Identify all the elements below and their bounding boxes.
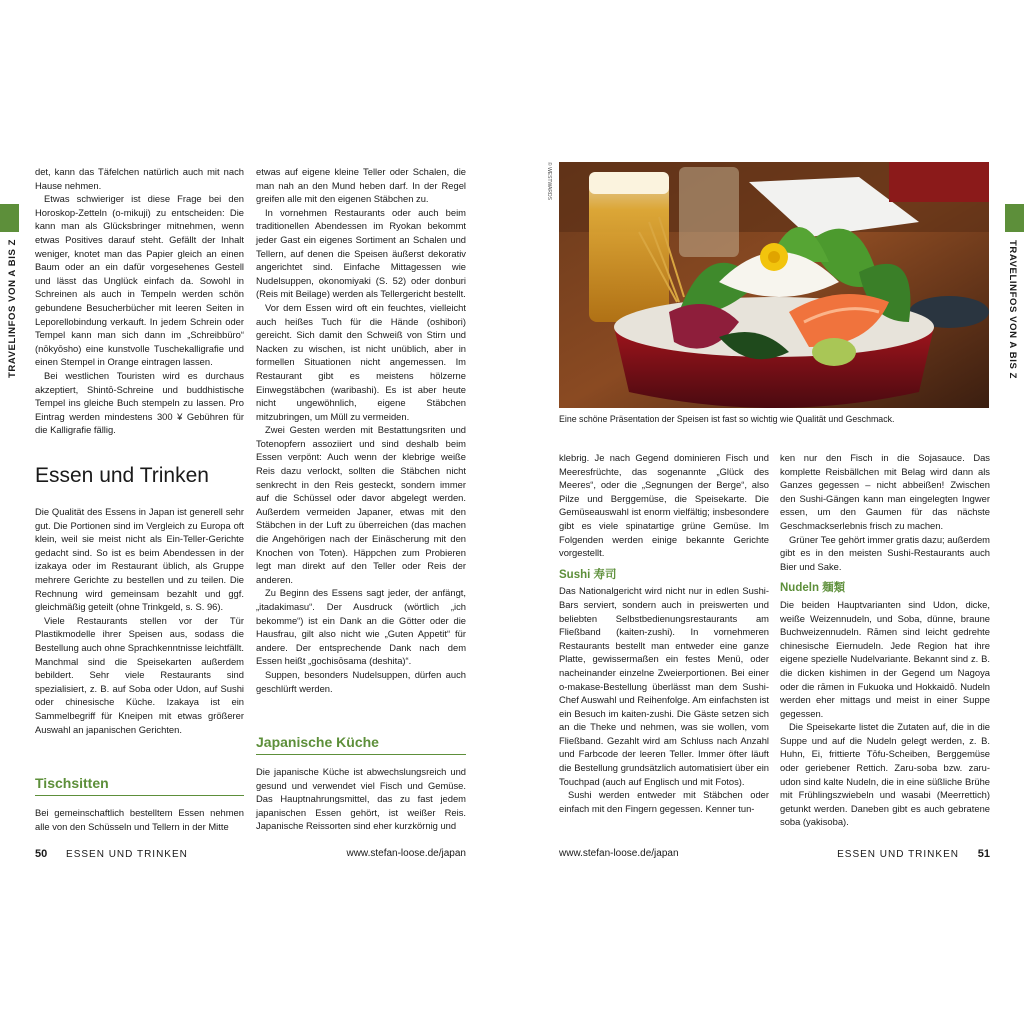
subheading-japanische-kueche: Japanische Küche [256,734,379,750]
photo-credit: © WESTWARDS [546,162,552,200]
paragraph: Grüner Tee gehört immer gratis dazu; außerdem gibt es in den meisten Sushi-Restaurants auch Bier und Sake. [780,533,990,572]
website-url: www.stefan-loose.de/japan [559,848,679,859]
paragraph: Die Qualität des Essens in Japan ist generell sehr gut. Die Portionen sind im Vergleich zu Europa oft klein, weil sie meist nicht als Ein-Teller-Gerichte gedacht sind. So ist es beim Abendessen in der izakaya oder im Restaurant üblich, als Gruppe mehrere Gerichte zu bestellen und zu teilen. Die Rechnung wird gemeinsam bezahlt und ggf. gleichmäßig geteilt (ohne Trinkgeld, s. S. 96). [35,506,244,613]
right-footer [559,848,990,859]
right-sidebar-label: TRAVELINFOS VON A BIS Z [1007,240,1018,380]
paragraph: etwas auf eigene kleine Teller oder Schalen, die man nah an den Mund heben darf. In der Regel greifen alle mit den eigenen Stäbchen zu. [256,166,466,205]
subheading-nudeln: Nudeln 麺類 [780,582,846,595]
left-sidebar-label: TRAVELINFOS VON A BIS Z [7,238,18,378]
paragraph: det, kann das Täfelchen natürlich auch mit nach Hause nehmen. [35,166,244,191]
paragraph: Zwei Gesten werden mit Bestattungsriten und Totenopfern assoziiert und sind deshalb beim Essen verpönt: Auch wenn der klebrige weiße Reis dazu verlockt, sollten die Stäbchen nicht senkrecht in den Reis gesteckt, sondern immer auf die Schüssel oder davor abgelegt werden. Außerdem vermeiden Japaner, etwas mit den Stäbchen in der Luft zu überreichen (das machen die Angehörigen nach der Einäscherung mit den Knochen von Toten). Häppchen zum Probieren legt man direkt auf den Teller oder Reis der anderen. [256,424,466,585]
right-page-col-1 [559,451,769,815]
paragraph: Das Nationalgericht wird nicht nur in edlen Sushi-Bars serviert, sondern auch in preiswerten und beliebten Selbstbedienungsrestaurants am Fließband (kaiten-zushi). In vornehmeren Restaurants bestellt man entweder eine ganze Platte, gewissermaßen ein festes Menü, oder nacheinander einzelne Zweierportionen. Bei einer o-makase-Bestellung überlässt man dem Sushi-Chef Auswahl und Reihenfolge. Am einfachsten ist ein Besuch im kaiten-zushi. Die Gäste setzen sich an die Theke und nehmen, was sie wollen, vom Fließband. Gezahlt wird am Schluss nach Anzahl und Farbcode der leeren Teller. Immer öfter läuft die Bestellung grundsätzlich automatisiert über ein Touchpad (auch auf Englisch und mit Fotos). [559,585,769,787]
right-page-col-2 [780,451,990,829]
running-head: ESSEN UND TRINKEN [66,849,188,860]
running-head: ESSEN UND TRINKEN [837,849,959,860]
left-side-tab [0,204,19,232]
left-page-col-1-tail [35,806,244,833]
paragraph: Etwas schwieriger ist diese Frage bei den Horoskop-Zetteln (o-mikuji) zu entscheiden: Die kann man als Glücksbringer mitnehmen, wenn etwas Positives darauf steht. Gefällt der Inhalt weniger, knotet man das Papier gleich an einen Baum oder an ein dafür vorgesehenes Gestell und lässt das Unglück einfach da. Sowohl in Schreinen als auch in Tempeln werden schön gebundene Besucherbücher mit leeren Seiten in Leporellobindung verkauft. In jedem Schrein oder Tempel kann man sich dann im „Schreibbüro“ (nōkyōsho) eine kunstvolle Tuschekalligrafie und einen Stempel in Orange eintragen lassen. [35,193,244,368]
paragraph: Die beiden Hauptvarianten sind Udon, dicke, weiße Weizennudeln, und Soba, dünne, braune Buchweizennudeln. Rāmen sind leicht gedrehte chinesische Eiernudeln. Jede Region hat ihre eigene spezielle Nudelvariante. Bekannt sind z. B. die dicken kishimen in der Gegend um Nagoya oder die rāmen in Fukuoka und Hokkaidō. Nudeln werden eher mittags und meist in einer Suppe gegessen. [780,598,990,719]
subheading-sushi: Sushi 寿司 [559,568,617,581]
paragraph: Bei westlichen Touristen wird es durchaus akzeptiert, Shintō-Schreine und buddhistische Tempel ins gleiche Buch stempeln zu lassen. Pro Eintrag werden mindestens 300 ¥ Gebühren für die Kalligrafie fällig. [35,369,244,436]
paragraph: Suppen, besonders Nudelsuppen, dürfen auch geschlürft werden. [256,668,466,694]
paragraph: Sushi werden entweder mit Stäbchen oder einfach mit den Fingern gegessen. Kenner tun- [559,789,769,814]
subheading-rule [256,754,466,755]
left-page-col-2-tail [256,765,466,833]
paragraph: Viele Restaurants stellen vor der Tür Plastikmodelle ihrer Speisen aus, sodass die Bestellung auch ohne Sprachkenntnisse leichtfällt. Manchmal sind die Speisekarten außerdem bebildert. Sehr viele Restaurants sind spezialisiert, z. B. auf Soba oder Udon, auf Sushi oder chinesische Küche. Izakaya ist ein Sammelbegriff für Kneipen mit etwas größerer Auswahl an japanischen Gerichten. [35,614,244,735]
website-url: www.stefan-loose.de/japan [346,848,466,859]
subheading-tischsitten: Tischsitten [35,775,109,791]
paragraph: Die Speisekarte listet die Zutaten auf, die in die Suppe und auf die Nudeln gelegt werden, z. B. Huhn, Ei, frittierte Tōfu-Scheiben, Berggemüse oder geriebener Rettich. Zaru-soba bzw. zaru-udon sind kalte Nudeln, die in eine süßliche Brühe mit Frühlingszwiebeln und wasabi (Meerrettich) getunkt werden. Daneben gibt es auch gebratene soba (yakisoba). [780,721,990,828]
right-side-tab [1005,204,1024,232]
subheading-rule [35,795,244,796]
paragraph: Bei gemeinschaftlich bestelltem Essen nehmen alle von den Schüsseln und Tellern in der Mitte [35,807,244,832]
paragraph: klebrig. Je nach Gegend dominieren Fisch und Meeresfrüchte, das sogenannte „Glück des Meeres“, oder die „Segnungen der Berge“, also Pilze und Berggemüse, die Speisekarte. Die Gemüseauswahl ist enorm vielfältig; insbesondere gibt es viele spinatartige grüne Gemüse. Im Folgenden werden einige bekannte Gerichte vorgestellt. [559,452,769,559]
page-number: 50 [35,848,48,860]
left-footer [35,848,466,860]
page-number: 51 [977,848,990,860]
paragraph: Die japanische Küche ist abwechslungsreich und gesund und verwendet viel Fisch und Gemüse. Das Hauptnahrungsmittel, das zu fast jedem japanischen Essen gehört, ist weißer Reis. Japanische Reissorten sind eher kurzkörnig und [256,766,466,832]
paragraph: In vornehmen Restaurants oder auch beim traditionellen Abendessen im Ryokan bekommt jeder Gast ein eigenes Sortiment an Schalen und Tellern, auf denen die Speisen äußerst dekorativ angerichtet sind. Einfache Mittagessen wie Nudelsuppen, okonomiyaki (S. 52) oder donburi (Reis mit Beilage) werden als Tellergericht bestellt. [256,206,466,300]
left-page-col-1-body [35,505,244,736]
sashimi-photo [559,162,989,408]
paragraph: ken nur den Fisch in die Sojasauce. Das komplette Reisbällchen mit Belag wird dann als Ganzes gegessen – nicht abbeißen! Zwischen den Sushi-Gängen kann man eingelegten Ingwer essen, um den Gaumen für das nächste Geschmackserlebnis frisch zu machen. [780,452,990,531]
paragraph: Zu Beginn des Essens sagt jeder, der anfängt, „itadakimasu“. Der Ausdruck (wörtlich „ich bekomme“) ist ein Dank an die Götter oder die Hausfrau, gilt also nicht wie „Guten Appetit“ für andere. Der entsprechende Dank nach dem Essen heißt „gochisōsama (deshita)“. [256,587,466,667]
paragraph: Vor dem Essen wird oft ein feuchtes, vielleicht auch heißes Tuch für die Hände (oshibori) gereicht. Sich damit den Schweiß von Stirn und Nacken zu wischen, ist nicht unüblich, aber in formellen Situationen nicht angemessen. Im Restaurant gibt es meistens hölzerne Einwegstäbchen (waribashi). Es ist aber heute nicht ungewöhnlich, eigene Stäbchen mitzubringen, um Müll zu vermeiden. [256,301,466,422]
section-heading-essen-und-trinken: Essen und Trinken [35,464,209,487]
photo-caption: Eine schöne Präsentation der Speisen ist fast so wichtig wie Qualität und Geschmack. [559,414,895,424]
left-page-col-1 [35,165,244,437]
left-page-col-2 [256,165,466,695]
